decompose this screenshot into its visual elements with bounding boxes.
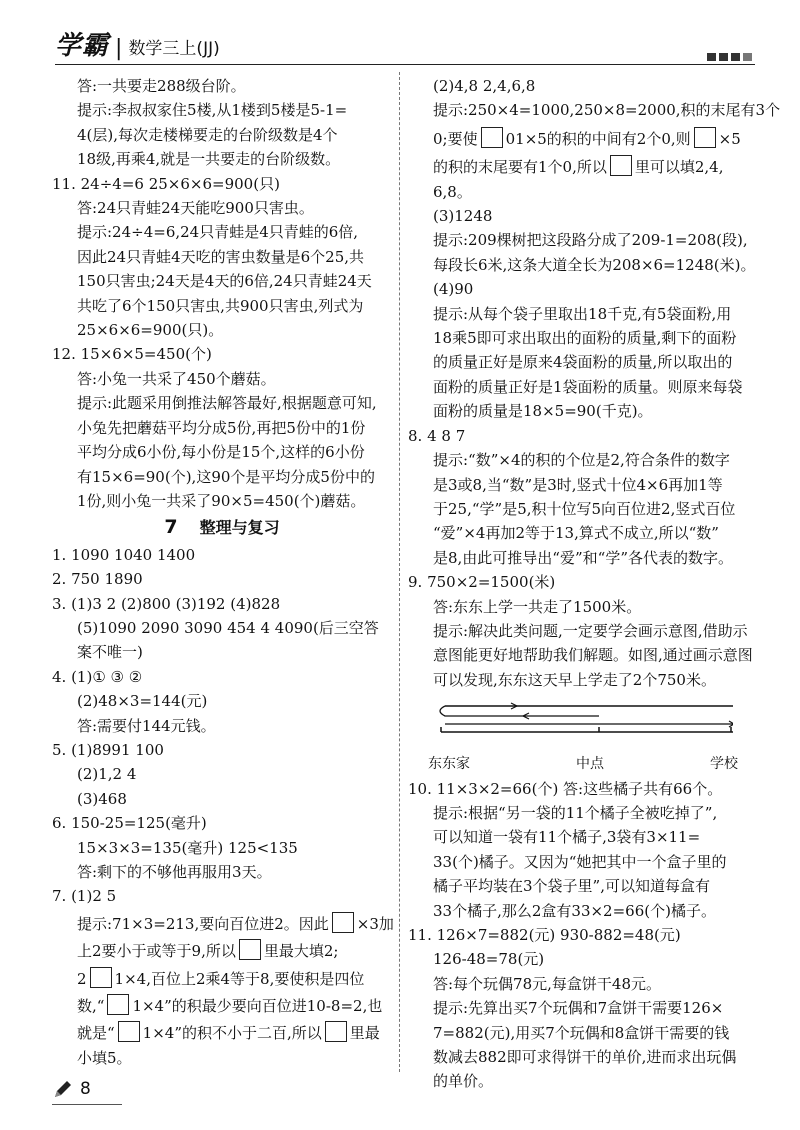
left-column: [52, 74, 392, 1070]
header-separator: |: [115, 36, 123, 61]
hint-text: ×5: [718, 129, 741, 148]
hint-line: 意图能更好地帮助我们解题。如图,通过画示意图: [433, 646, 753, 665]
hint-line: 面粉的质量是18×5=90(千克)。: [433, 402, 653, 421]
hint-text: 2: [77, 969, 87, 988]
answer-line: 答:每个玩偶78元,每盒饼干48元。: [433, 974, 661, 993]
hint-line: 共吃了6个150只害虫,共900只害虫,列式为: [77, 296, 364, 315]
hint-line: 提示:250×4=1000,250×8=2000,积的末尾有3个: [433, 101, 781, 120]
hint-line: 18乘5即可求出取出的面粉的质量,剩下的面粉: [433, 329, 737, 348]
hint-line: 25×6×6=900(只)。: [77, 321, 224, 340]
blank-box: [90, 967, 112, 988]
hint-line: 数减去882即可求得饼干的单价,进而求出玩偶: [433, 1048, 737, 1067]
hint-line: 提示:此题采用倒推法解答最好,根据题意可知,: [77, 394, 377, 413]
review-q6-cont: 15×3×3=135(毫升) 125<135: [77, 838, 298, 857]
hint-line: 的单价。: [433, 1072, 494, 1091]
review-q7: 7. (1)2 5: [52, 887, 117, 906]
section-number: 7: [164, 516, 178, 539]
hint-text: ×3加: [356, 914, 394, 933]
hint-line: 提示:从每个袋子里取出18千克,有5袋面粉,用: [433, 304, 732, 323]
hint-text: 里最: [349, 1024, 380, 1043]
hint-line: 的质量正好是原来4袋面粉的质量,所以取出的: [433, 353, 733, 372]
answer-line: 答:24只青蛙24天能吃900只害虫。: [77, 199, 314, 218]
hint-text: 数,“: [77, 997, 105, 1016]
hint-line: 18级,再乘4,就是一共要走的台阶级数。: [77, 150, 341, 169]
review-q10: 10. 11×3×2=66(个) 答:这些橘子共有66个。: [408, 779, 723, 798]
answer-line: 答:一共要走288级台阶。: [77, 77, 246, 95]
page-number: 8: [80, 1079, 91, 1099]
route-diagram: [433, 692, 733, 752]
header-rule: [55, 64, 755, 65]
answer-line: 答:需要付144元钱。: [77, 716, 216, 735]
blank-box: [694, 127, 716, 148]
answer-line: (2)4,8 2,4,6,8: [433, 77, 536, 95]
question-11: 11. 24÷4=6 25×6×6=900(只): [52, 174, 280, 193]
hint-text: 1×4”的积最少要向百位进10-8=2,也: [132, 997, 383, 1016]
hint-line: 每段长6米,这条大道全长为208×6=1248(米)。: [433, 255, 756, 274]
hint-line: [408, 127, 760, 151]
hint-line: 提示:先算出买7个玩偶和7盒饼干需要126×: [433, 999, 724, 1018]
hint-line: 6,8。: [433, 182, 472, 201]
blank-box: [239, 939, 261, 960]
hint-text: 就是“: [77, 1024, 115, 1043]
logo: 学霸: [55, 31, 110, 61]
hint-line: 于25,“学”是5,积十位写5向百位进2,竖式百位: [433, 499, 736, 518]
hint-line: 是8,由此可推导出“爱”和“学”各代表的数字。: [433, 548, 733, 567]
hint-line: [408, 155, 760, 179]
review-q8: 8. 4 8 7: [408, 426, 466, 445]
hint-line: 小兔先把蘑菇平均分成5份,再把5份中的1份: [77, 418, 366, 437]
hint-line: 提示:209棵树把这段路分成了209-1=208(段),: [433, 231, 748, 250]
hint-line: 橘子平均装在3个袋子里”,可以知道每盒有: [433, 877, 710, 896]
review-q11-cont: 126-48=78(元): [433, 950, 545, 969]
hint-text: 1×4,百位上2乘4等于8,要使积是四位: [114, 969, 365, 988]
question-12: 12. 15×6×5=450(个): [52, 345, 212, 364]
footer-rule: [52, 1104, 122, 1105]
blank-box: [325, 1021, 347, 1042]
hint-line: [52, 912, 392, 936]
answer-line: 答:小兔一共采了450个蘑菇。: [77, 369, 276, 388]
hint-line: [52, 994, 392, 1018]
hint-line: 提示:李叔叔家住5楼,从1楼到5楼是5-1=: [77, 101, 348, 120]
review-q6: 6. 150-25=125(毫升): [52, 814, 207, 833]
section-heading: [52, 515, 392, 540]
hint-line: 面粉的质量正好是1袋面粉的质量。则原来每袋: [433, 377, 743, 396]
review-q9: 9. 750×2=1500(米): [408, 573, 556, 592]
hint-line: [52, 967, 392, 991]
blank-box: [481, 127, 503, 148]
label-school: 学校: [710, 756, 738, 773]
answer-line: (4)90: [433, 280, 474, 299]
hint-text: 上2要小于或等于9,所以: [77, 942, 236, 961]
hint-line: [52, 1021, 392, 1045]
blank-box: [107, 994, 129, 1015]
hint-line: 是3或8,当“数”是3时,竖式十位4×6再加1等: [433, 475, 723, 494]
hint-line: 可以知道一袋有11个橘子,3袋有3×11=: [433, 828, 701, 847]
header: [55, 32, 220, 62]
hint-line: 提示:解决此类问题,一定要学会画示意图,借助示: [433, 621, 748, 640]
hint-line: 平均分成6小份,每小份是15个,这样的6小份: [77, 443, 365, 462]
hint-line: 1份,则小兔一共采了90×5=450(个)蘑菇。: [77, 491, 366, 510]
review-q11: 11. 126×7=882(元) 930-882=48(元): [408, 926, 681, 944]
header-decoration: [707, 53, 752, 61]
review-q1: 1. 1090 1040 1400: [52, 545, 196, 564]
right-column: [408, 74, 781, 1094]
column-divider: [399, 72, 400, 1072]
review-q2: 2. 750 1890: [52, 570, 143, 589]
pencil-icon: [52, 1078, 74, 1100]
label-home: 东东家: [428, 756, 470, 773]
hint-line: 33(个)橘子。又因为“她把其中一个盒子里的: [433, 852, 727, 871]
review-q3-cont: (5)1090 2090 3090 454 4 4090(后三空答: [77, 618, 379, 637]
blank-box: [332, 912, 354, 933]
hint-line: 有15×6=90(个),这90个是平均分成5份中的: [77, 467, 375, 486]
hint-line: 7=882(元),用买7个玩偶和8盒饼干需要的钱: [433, 1023, 730, 1042]
diagram-labels: [428, 752, 738, 776]
hint-text: 01×5的积的中间有2个0,则: [505, 129, 691, 148]
hint-line: 提示:根据“另一袋的11个橘子全被吃掉了”,: [433, 803, 718, 822]
hint-text: 里可以填2,4,: [634, 158, 724, 177]
route-diagram-svg: [433, 692, 733, 742]
hint-line: 因此24只青蛙4天吃的害虫数量是6个25,共: [77, 247, 365, 266]
blank-box: [610, 155, 632, 176]
hint-line: 可以发现,东东这天早上学走了2个750米。: [433, 670, 716, 689]
review-q3-cont: 案不唯一): [77, 643, 143, 662]
hint-line: 33个橘子,那么2盒有33×2=66(个)橘子。: [433, 901, 716, 920]
hint-text: 1×4”的积不小于二百,所以: [142, 1024, 322, 1043]
hint-text: 的积的末尾要有1个0,所以: [433, 158, 607, 177]
review-q4-cont: (2)48×3=144(元): [77, 692, 208, 711]
review-q4: 4. (1)① ③ ②: [52, 667, 143, 686]
section-title: 整理与复习: [199, 518, 280, 538]
review-q5-cont: (3)468: [77, 789, 127, 808]
hint-line: 提示:“数”×4的积的个位是2,符合条件的数字: [433, 451, 730, 470]
blank-box: [118, 1021, 140, 1042]
hint-line: 150只害虫;24天是4天的6倍,24只青蛙24天: [77, 272, 372, 291]
review-q3: 3. (1)3 2 (2)800 (3)192 (4)828: [52, 594, 281, 613]
book-title: 数学三上(JJ): [128, 39, 220, 59]
review-q5-cont: (2)1,2 4: [77, 765, 137, 784]
label-midpoint: 中点: [576, 756, 604, 773]
hint-line: [52, 939, 392, 963]
hint-line: 小填5。: [77, 1048, 132, 1067]
answer-line: 答:剩下的不够他再服用3天。: [77, 863, 272, 881]
footer: [52, 1078, 91, 1100]
hint-line: “爱”×4再加2等于13,算式不成立,所以“数”: [433, 524, 719, 543]
answer-line: 答:东东上学一共走了1500米。: [433, 597, 642, 616]
review-q5: 5. (1)8991 100: [52, 740, 164, 759]
answer-line: (3)1248: [433, 207, 493, 226]
hint-line: 提示:24÷4=6,24只青蛙是4只青蛙的6倍,: [77, 223, 359, 242]
hint-text: 里最大填2;: [263, 942, 339, 961]
hint-line: 4(层),每次走楼梯要走的台阶级数是4个: [77, 125, 338, 144]
hint-text: 提示:71×3=213,要向百位进2。因此: [77, 914, 329, 933]
hint-text: 0;要使: [433, 129, 478, 148]
